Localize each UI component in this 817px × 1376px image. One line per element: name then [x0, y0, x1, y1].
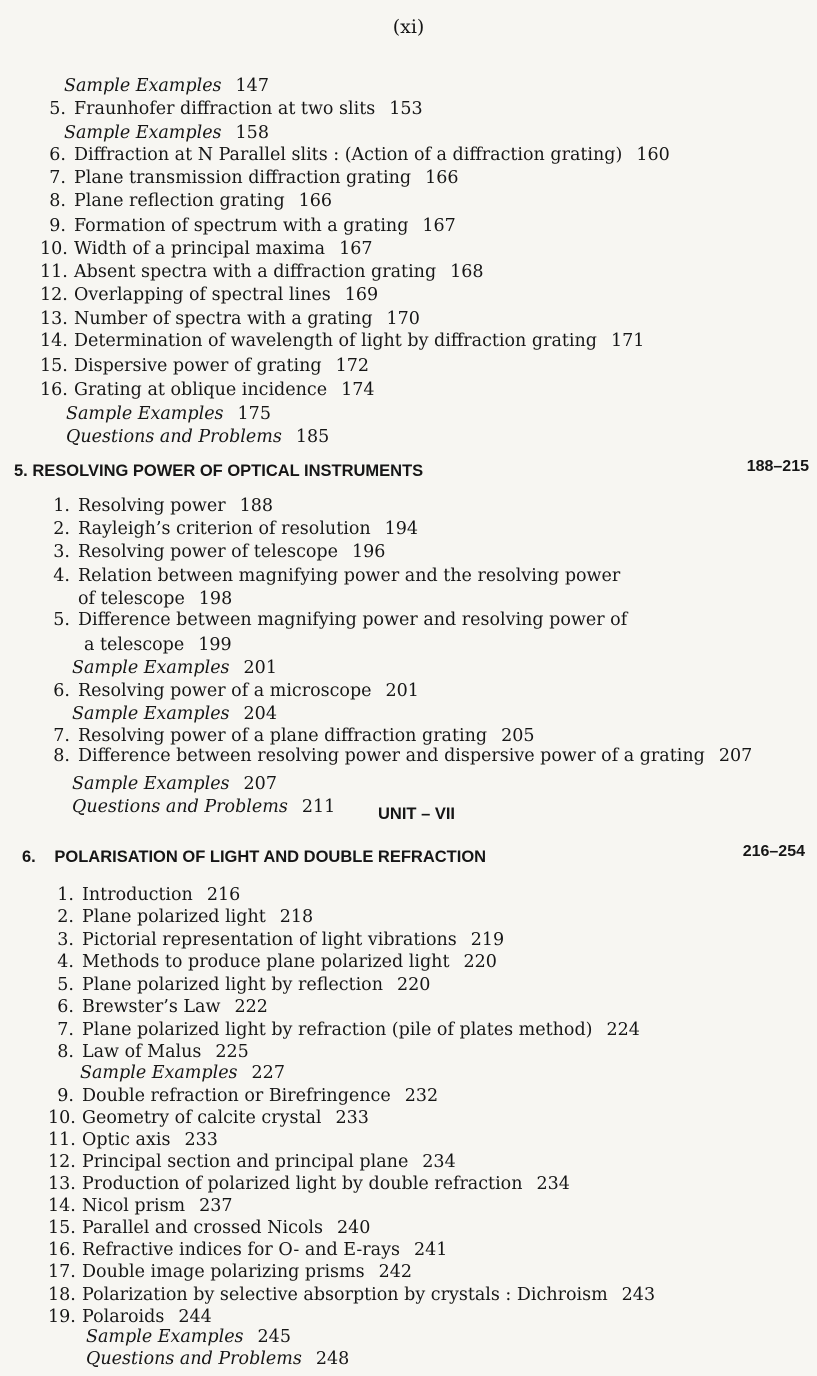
entry-number: 3. — [57, 930, 74, 950]
toc-entry — [40, 284, 378, 306]
entry-subsection-title: Sample Examples — [80, 1063, 238, 1083]
entry-title: Methods to produce plane polarized light — [82, 952, 450, 972]
toc-entry — [48, 1217, 370, 1239]
toc-entry — [40, 144, 670, 166]
entry-number: 14. — [48, 1196, 76, 1216]
entry-title: Brewster’s Law — [82, 997, 221, 1017]
toc-entry — [48, 951, 497, 973]
entry-number: 13. — [40, 309, 68, 329]
entry-title: Resolving power — [78, 496, 226, 516]
toc-entry — [44, 565, 620, 587]
toc-entry — [48, 1129, 218, 1151]
entry-number: 7. — [53, 726, 70, 746]
entry-number: 6. — [57, 997, 74, 1017]
entry-subsection-title: Sample Examples — [64, 76, 222, 96]
entry-title: Geometry of calcite crystal — [82, 1108, 322, 1128]
toc-entry — [48, 1173, 570, 1195]
toc-entry — [66, 403, 271, 425]
entry-number: 7. — [57, 1020, 74, 1040]
toc-entry — [78, 588, 232, 610]
entry-page-number: 240 — [337, 1218, 371, 1238]
entry-number: 8. — [49, 191, 66, 211]
chapter5-page-range: 188–215 — [746, 458, 809, 475]
entry-page-number: 234 — [422, 1152, 456, 1172]
entry-title: Determination of wavelength of light by diffraction grating — [74, 331, 597, 351]
unit-heading: UNIT – VII — [378, 805, 456, 823]
entry-page-number: 174 — [341, 380, 375, 400]
toc-entry — [40, 167, 459, 189]
entry-subsection-title: Sample Examples — [86, 1327, 244, 1347]
entry-number: 1. — [57, 885, 74, 905]
toc-entry — [84, 634, 232, 656]
entry-page-number: 185 — [295, 427, 330, 447]
entry-page-number: 158 — [235, 123, 269, 143]
entry-page-number: 219 — [470, 930, 505, 950]
toc-entry — [48, 1019, 640, 1041]
toc-entry — [48, 884, 240, 906]
entry-subsection-title: Questions and Problems — [86, 1349, 302, 1369]
entry-number: 11. — [40, 262, 68, 282]
toc-entry — [40, 355, 369, 377]
entry-page-number: 171 — [610, 331, 645, 351]
entry-page-number: 204 — [243, 704, 277, 724]
entry-title: Grating at oblique incidence — [74, 380, 328, 400]
entry-title: Plane polarized light — [82, 907, 266, 927]
toc-entry — [72, 796, 335, 818]
entry-page-number: 167 — [422, 216, 456, 236]
entry-number: 17. — [48, 1262, 76, 1282]
toc-entry — [66, 426, 329, 448]
entry-page-number: 169 — [344, 285, 379, 305]
entry-title: Number of spectra with a grating — [74, 309, 373, 329]
entry-title: Resolving power of a plane diffraction grating — [78, 726, 488, 746]
chapter6-page-range: 216–254 — [742, 843, 805, 860]
entry-number: 10. — [40, 239, 68, 259]
entry-page-number: 237 — [199, 1196, 233, 1216]
entry-title: Pictorial representation of light vibrations — [82, 930, 457, 950]
entry-title: Plane polarized light by refraction (pile of plates method) — [82, 1020, 593, 1040]
toc-entry — [40, 308, 420, 330]
entry-title: Double refraction or Birefringence — [82, 1086, 391, 1106]
chapter5-title: RESOLVING POWER OF OPTICAL INSTRUMENTS — [32, 462, 424, 480]
toc-entry — [44, 495, 273, 517]
toc-entry — [48, 1239, 447, 1261]
entry-title: Difference between magnifying power and resolving power of — [78, 610, 628, 630]
toc-entry — [48, 1261, 412, 1283]
entry-page-number: 243 — [621, 1285, 656, 1305]
toc-entry — [48, 929, 504, 951]
chapter6-title: POLARISATION OF LIGHT AND DOUBLE REFRACTION — [54, 848, 487, 866]
toc-entry — [48, 1041, 249, 1063]
entry-subsection-title: Sample Examples — [72, 658, 230, 678]
entry-page-number: 248 — [315, 1349, 350, 1369]
entry-number: 18. — [48, 1285, 76, 1305]
entry-title: Nicol prism — [82, 1196, 186, 1216]
entry-number: 2. — [53, 519, 70, 539]
entry-title: Refractive indices for O- and E-rays — [82, 1240, 400, 1260]
entry-page-number: 234 — [536, 1174, 570, 1194]
entry-title: Difference between resolving power and dispersive power of a grating — [78, 746, 705, 766]
entry-title: Introduction — [82, 885, 193, 905]
entry-number: 13. — [48, 1174, 76, 1194]
toc-entry — [48, 1284, 655, 1306]
entry-number: 15. — [40, 356, 68, 376]
entry-page-number: 225 — [215, 1042, 249, 1062]
entry-subsection-title: Questions and Problems — [72, 797, 288, 817]
entry-number: 19. — [48, 1307, 76, 1327]
chapter6-number: 6. — [22, 848, 36, 866]
entry-page-number: 232 — [404, 1086, 439, 1106]
entry-title: Law of Malus — [82, 1042, 202, 1062]
entry-page-number: 147 — [235, 76, 269, 96]
toc-entry — [48, 974, 430, 996]
entry-page-number: 233 — [184, 1130, 218, 1150]
entry-number: 12. — [40, 285, 68, 305]
toc-entry — [44, 541, 385, 563]
toc-entry — [48, 996, 268, 1018]
toc-entry — [86, 1326, 291, 1348]
entry-page-number: 216 — [206, 885, 241, 905]
entry-page-number: 175 — [237, 404, 271, 424]
entry-number: 6. — [53, 681, 70, 701]
toc-entry — [80, 1062, 285, 1084]
toc-entry — [44, 518, 418, 540]
entry-number: 4. — [57, 952, 74, 972]
entry-number: 3. — [53, 542, 70, 562]
toc-entry — [40, 330, 644, 352]
entry-page-number: 199 — [198, 635, 232, 655]
entry-page-number: 233 — [335, 1108, 369, 1128]
toc-entry — [48, 906, 313, 928]
entry-page-number: 188 — [239, 496, 274, 516]
entry-page-number: 241 — [413, 1240, 448, 1260]
toc-entry — [48, 1306, 212, 1328]
toc-entry — [40, 379, 374, 401]
toc-entry — [40, 215, 456, 237]
entry-number: 16. — [48, 1240, 76, 1260]
entry-number: 9. — [49, 216, 66, 236]
entry-page-number: 222 — [234, 997, 268, 1017]
entry-title: of telescope — [78, 589, 185, 609]
entry-page-number: 172 — [335, 356, 370, 376]
entry-number: 10. — [48, 1108, 76, 1128]
toc-entry — [44, 609, 627, 631]
toc-entry — [48, 1107, 369, 1129]
entry-page-number: 198 — [198, 589, 233, 609]
entry-title: Diffraction at N Parallel slits : (Action of a diffraction grating) — [74, 145, 623, 165]
entry-title: Principal section and principal plane — [82, 1152, 409, 1172]
entry-number: 1. — [53, 496, 70, 516]
entry-title: Parallel and crossed Nicols — [82, 1218, 324, 1238]
toc-entry — [72, 703, 277, 725]
entry-title: Rayleigh’s criterion of resolution — [78, 519, 371, 539]
toc-entry — [48, 1085, 438, 1107]
entry-number: 6. — [49, 145, 66, 165]
entry-number: 15. — [48, 1218, 76, 1238]
entry-number: 2. — [57, 907, 74, 927]
entry-page-number: 167 — [339, 239, 373, 259]
entry-page-number: 220 — [463, 952, 497, 972]
chapter5-number: 5. — [14, 462, 28, 480]
toc-entry — [40, 98, 423, 120]
entry-subsection-title: Sample Examples — [72, 704, 230, 724]
toc-entry — [40, 190, 332, 212]
entry-page-number: 201 — [385, 681, 419, 701]
entry-number: 11. — [48, 1130, 76, 1150]
toc-entry — [40, 261, 484, 283]
page-number: (xi) — [392, 16, 425, 38]
entry-subsection-title: Sample Examples — [66, 404, 224, 424]
entry-title: Polarization by selective absorption by crystals : Dichroism — [82, 1285, 608, 1305]
entry-title: Width of a principal maxima — [74, 239, 326, 259]
entry-number: 4. — [53, 566, 70, 586]
toc-entry — [64, 122, 269, 144]
entry-number: 12. — [48, 1152, 76, 1172]
entry-title: Resolving power of a microscope — [78, 681, 372, 701]
entry-title: Optic axis — [82, 1130, 171, 1150]
toc-entry — [44, 725, 535, 747]
chapter6-heading — [22, 846, 486, 868]
toc-entry — [44, 745, 752, 767]
entry-title: Formation of spectrum with a grating — [74, 216, 409, 236]
entry-title: Resolving power of telescope — [78, 542, 338, 562]
entry-title: Plane polarized light by reflection — [82, 975, 383, 995]
entry-number: 5. — [53, 610, 70, 630]
entry-page-number: 245 — [257, 1327, 291, 1347]
toc-entry — [40, 238, 372, 260]
entry-number: 8. — [53, 746, 70, 766]
toc-entry — [72, 657, 277, 679]
entry-subsection-title: Sample Examples — [72, 774, 230, 794]
entry-title: Dispersive power of grating — [74, 356, 322, 376]
entry-page-number: 218 — [279, 907, 314, 927]
toc-entry — [86, 1348, 349, 1370]
entry-subsection-title: Sample Examples — [64, 123, 222, 143]
entry-title: Absent spectra with a diffraction grating — [74, 262, 437, 282]
entry-title: Plane reflection grating — [74, 191, 285, 211]
entry-page-number: 242 — [378, 1262, 413, 1282]
entry-number: 16. — [40, 380, 68, 400]
entry-title: a telescope — [84, 635, 185, 655]
chapter5-heading — [14, 460, 423, 482]
entry-page-number: 207 — [243, 774, 277, 794]
entry-page-number: 196 — [351, 542, 386, 562]
toc-entry — [48, 1195, 233, 1217]
entry-subsection-title: Questions and Problems — [66, 427, 282, 447]
entry-number: 9. — [57, 1086, 74, 1106]
entry-title: Overlapping of spectral lines — [74, 285, 331, 305]
entry-page-number: 224 — [606, 1020, 640, 1040]
entry-page-number: 227 — [251, 1063, 285, 1083]
entry-title: Relation between magnifying power and the resolving power — [78, 566, 621, 586]
entry-page-number: 205 — [501, 726, 535, 746]
entry-number: 7. — [49, 168, 66, 188]
entry-page-number: 166 — [425, 168, 459, 188]
entry-number: 8. — [57, 1042, 74, 1062]
entry-page-number: 170 — [386, 309, 420, 329]
entry-page-number: 211 — [301, 797, 336, 817]
entry-page-number: 201 — [243, 658, 277, 678]
entry-title: Double image polarizing prisms — [82, 1262, 365, 1282]
entry-page-number: 160 — [636, 145, 670, 165]
entry-page-number: 166 — [298, 191, 333, 211]
entry-page-number: 153 — [389, 99, 423, 119]
entry-title: Polaroids — [82, 1307, 165, 1327]
entry-title: Fraunhofer diffraction at two slits — [74, 99, 376, 119]
toc-entry — [48, 1151, 456, 1173]
entry-page-number: 168 — [450, 262, 484, 282]
entry-number: 5. — [49, 99, 66, 119]
entry-page-number: 244 — [178, 1307, 212, 1327]
entry-page-number: 220 — [396, 975, 431, 995]
entry-title: Production of polarized light by double refraction — [82, 1174, 523, 1194]
entry-page-number: 207 — [718, 746, 753, 766]
entry-title: Plane transmission diffraction grating — [74, 168, 412, 188]
entry-page-number: 194 — [384, 519, 419, 539]
entry-number: 14. — [40, 331, 68, 351]
toc-entry — [44, 680, 419, 702]
entry-number: 5. — [57, 975, 74, 995]
toc-entry — [64, 75, 269, 97]
toc-entry — [72, 773, 277, 795]
